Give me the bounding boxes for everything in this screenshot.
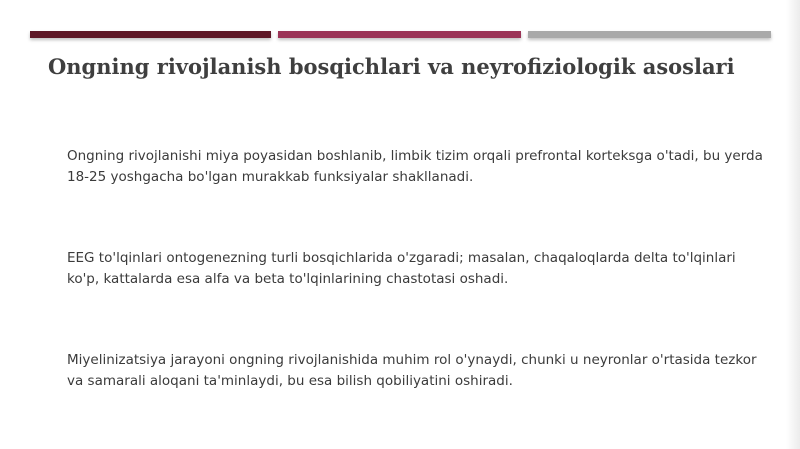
slide-title: Ongning rivojlanish bosqichlari va neyrofiziologik asoslari [48, 54, 735, 79]
accent-bar-dark-red [30, 31, 271, 38]
paragraph-1: Ongning rivojlanishi miya poyasidan boshlanib, limbik tizim orqali prefrontal korteksga o'tadi, bu yerda 18-25 yoshgacha bo'lgan murakkab funksiyalar shakllanadi. [67, 148, 763, 185]
paragraph-3: Miyelinizatsiya jarayoni ongning rivojlanishida muhim rol o'ynaydi, chunki u neyronlar o'rtasida tezkor va samarali aloqani ta'minlaydi, bu esa bilish qobiliyatini oshiradi. [67, 352, 757, 389]
accent-bar-gray [528, 31, 771, 38]
paragraph-2: EEG to'lqinlari ontogenezning turli bosqichlarida o'zgaradi; masalan, chaqaloqlarda delta to'lqinlari ko'p, kattalarda esa alfa va beta to'lqinlarining chastotasi oshadi. [67, 250, 736, 287]
slide-edge-shadow [786, 0, 800, 449]
accent-bar-magenta [278, 31, 521, 38]
